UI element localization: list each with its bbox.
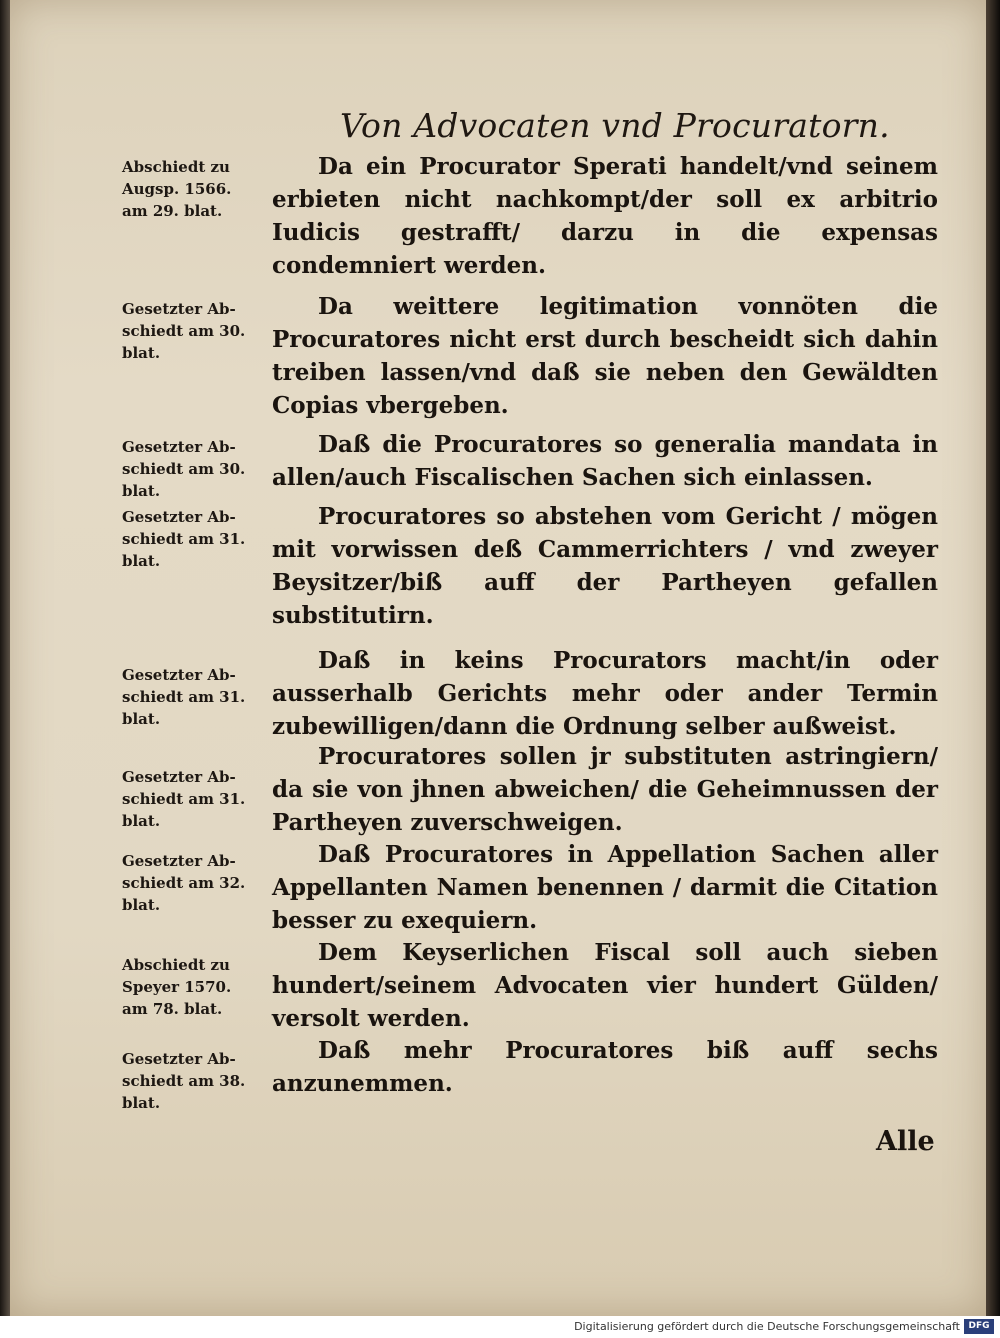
paragraph: Daß mehr Procuratores biß auff sechs anzunemmen. bbox=[272, 1037, 938, 1097]
footer-credit: Digitalisierung gefördert durch die Deutsche Forschungsgemeinschaft bbox=[574, 1320, 960, 1333]
margin-note: Abschiedt zu Speyer 1570. am 78. blat. bbox=[122, 956, 232, 1018]
catchword: Alle bbox=[876, 1126, 935, 1157]
paragraph: Daß Procuratores in Appellation Sachen aller Appellanten Namen benennen / darmit die Citation besser zu exequiern. bbox=[272, 841, 938, 934]
paragraph: Dem Keyserlichen Fiscal soll auch sieben hundert/seinem Advocaten vier hundert Gülden/ versolt werden. bbox=[272, 939, 938, 1032]
margin-note: Gesetzter Ab- schiedt am 32. blat. bbox=[122, 852, 246, 914]
paragraph: Procuratores so abstehen vom Gericht / mögen mit vorwissen deß Cammerrichters / vnd zweyer Beysitzer/biß auff der Partheyen gefallen substitutirn. bbox=[272, 503, 938, 629]
page-edge-right bbox=[986, 0, 1000, 1316]
margin-note: Gesetzter Ab- schiedt am 38. blat. bbox=[122, 1050, 246, 1112]
margin-note: Gesetzter Ab- schiedt am 30. blat. bbox=[122, 300, 246, 362]
margin-note: Gesetzter Ab- schiedt am 31. blat. bbox=[122, 666, 246, 728]
page-title: Von Advocaten vnd Procuratorn. bbox=[340, 106, 890, 145]
paragraph: Da ein Procurator Sperati handelt/vnd seinem erbieten nicht nachkompt/der soll ex arbitrio Iudicis gestrafft/ darzu in die expensas condemniert werden. bbox=[272, 153, 938, 279]
paragraph: Da weittere legitimation vonnöten die Procuratores nicht erst durch bescheidt sich dahin treiben lassen/vnd daß sie neben den Gewäldten Copias vbergeben. bbox=[272, 293, 938, 419]
footer-bar bbox=[0, 1316, 1000, 1338]
dfg-logo-icon: DFG bbox=[964, 1319, 994, 1334]
book-page bbox=[10, 0, 986, 1316]
margin-note: Abschiedt zu Augsp. 1566. am 29. blat. bbox=[122, 158, 232, 220]
margin-note: Gesetzter Ab- schiedt am 31. blat. bbox=[122, 768, 246, 830]
margin-note: Gesetzter Ab- schiedt am 30. blat. bbox=[122, 438, 246, 500]
paragraph: Procuratores sollen jr substituten astringiern/ da sie von jhnen abweichen/ die Geheimnussen der Partheyen zuverschweigen. bbox=[272, 743, 938, 836]
paragraph: Daß die Procuratores so generalia mandata in allen/auch Fiscalischen Sachen sich einlassen. bbox=[272, 431, 938, 491]
margin-note: Gesetzter Ab- schiedt am 31. blat. bbox=[122, 508, 246, 570]
page-edge-left bbox=[0, 0, 10, 1316]
paragraph: Daß in keins Procurators macht/in oder ausserhalb Gerichts mehr oder ander Termin zubewilligen/dann die Ordnung selber außweist. bbox=[272, 647, 938, 740]
